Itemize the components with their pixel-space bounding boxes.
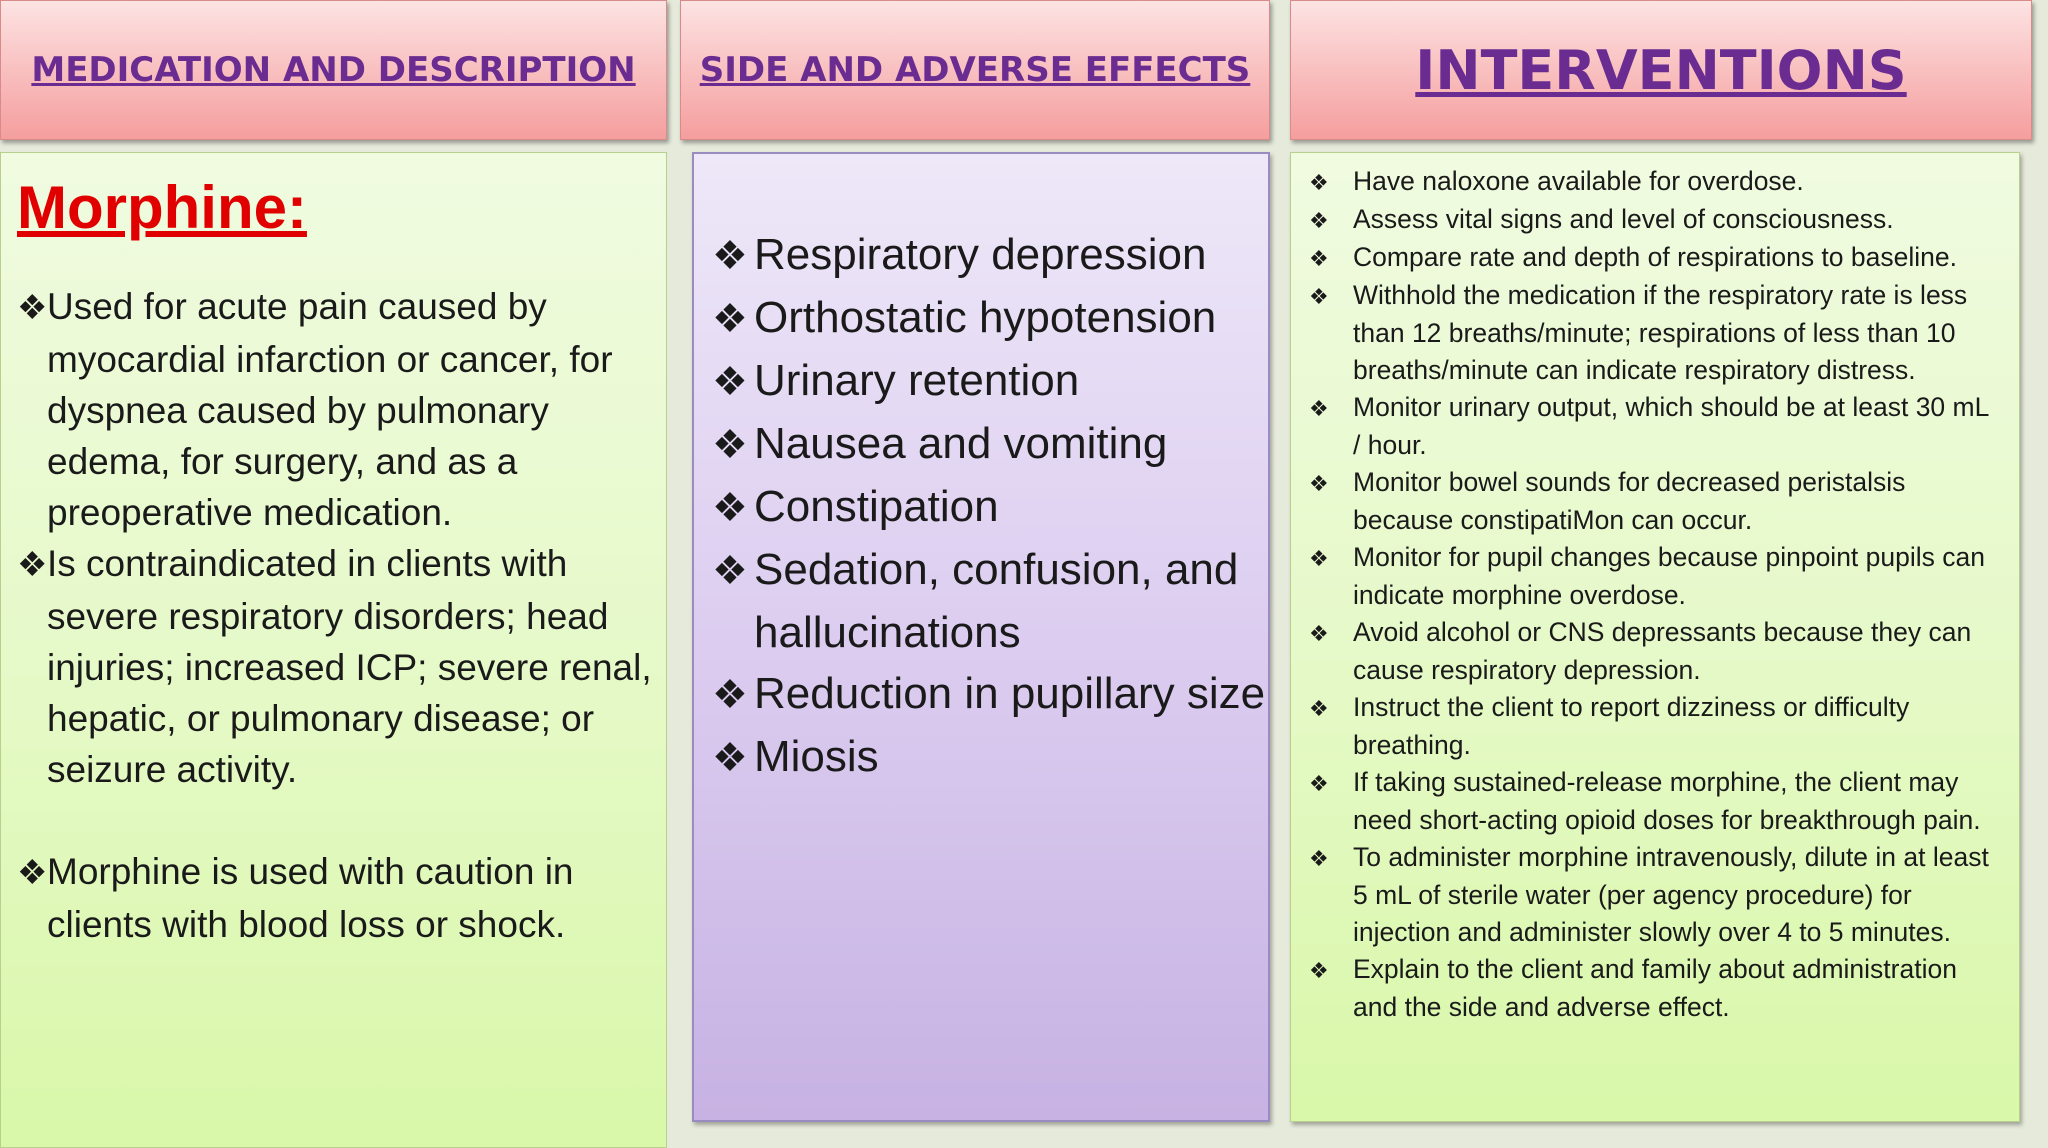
list-item: ❖ Nausea and vomiting [712, 413, 1272, 476]
bullet-icon: ❖ [1309, 170, 1329, 195]
interventions-list [1309, 163, 1999, 1026]
bullet-icon: ❖ [1309, 246, 1329, 271]
bullet-icon: ❖ [1309, 621, 1329, 646]
bullet-icon: ❖ [1309, 846, 1329, 871]
list-item: ❖ Constipation [712, 476, 1272, 539]
medication-list [17, 281, 657, 950]
list-item: ❖Morphine is used with caution in clients with blood loss or shock. [17, 846, 657, 950]
bullet-icon: ❖ [712, 360, 748, 404]
bullet-icon: ❖ [712, 486, 748, 530]
side-effects-header [680, 0, 1270, 140]
side-effects-list [712, 224, 1272, 789]
bullet-icon: ❖ [1309, 958, 1329, 983]
list-item: ❖ Respiratory depression [712, 224, 1272, 287]
interventions-header-label: INTERVENTIONS [1415, 38, 1907, 102]
bullet-icon: ❖ [1309, 771, 1329, 796]
list-item: ❖ Reduction in pupillary size [712, 663, 1272, 726]
medication-title: Morphine: [17, 174, 307, 241]
bullet-icon: ❖ [712, 549, 748, 593]
list-item: ❖ Sedation, confusion, and hallucinations [712, 539, 1272, 663]
bullet-icon: ❖ [712, 673, 748, 717]
side-effects-header-label: SIDE AND ADVERSE EFFECTS [699, 50, 1251, 90]
medication-header-label: MEDICATION AND DESCRIPTION [31, 50, 636, 90]
list-item: ❖ Urinary retention [712, 350, 1272, 413]
bullet-icon: ❖ [712, 297, 748, 341]
list-item: ❖ Monitor for pupil changes because pinpoint pupils can indicate morphine overdose. [1309, 542, 1985, 610]
bullet-icon: ❖ [1309, 546, 1329, 571]
list-item: ❖ Monitor urinary output, which should be at least 30 mL / hour. [1309, 392, 1989, 460]
list-item: ❖ Explain to the client and family about administration and the side and adverse effect. [1309, 954, 1957, 1022]
list-item: ❖ Have naloxone available for overdose. [1309, 163, 1999, 201]
interventions-panel [1290, 152, 2020, 1122]
interventions-header [1290, 0, 2032, 140]
medication-header [0, 0, 667, 140]
list-item: ❖ If taking sustained-release morphine, the client may need short-acting opioid doses for breakthrough pain. [1309, 767, 1981, 835]
list-item: ❖ Avoid alcohol or CNS depressants because they can cause respiratory depression. [1309, 617, 1972, 685]
medication-panel [0, 152, 667, 1148]
list-item: ❖ Monitor bowel sounds for decreased peristalsis because constipatiMon can occur. [1309, 467, 1906, 535]
list-item: ❖Used for acute pain caused by myocardial infarction or cancer, for dyspnea caused by pulmonary edema, for surgery, and as a preoperative medication. [17, 281, 657, 538]
list-item: ❖ Compare rate and depth of respirations to baseline. [1309, 239, 1999, 277]
bullet-icon: ❖ [712, 234, 748, 278]
bullet-icon: ❖ [712, 736, 748, 780]
list-item: ❖ Miosis [712, 726, 1272, 789]
bullet-icon: ❖ [1309, 208, 1329, 233]
list-item: ❖ Instruct the client to report dizziness or difficulty breathing. [1309, 692, 1910, 760]
list-item: ❖Is contraindicated in clients with severe respiratory disorders; head injuries; increased ICP; severe renal, hepatic, or pulmonary disease; or seizure activity. [17, 538, 657, 795]
bullet-icon: ❖ [712, 423, 748, 467]
bullet-icon: ❖ [17, 854, 48, 892]
list-item: ❖ To administer morphine intravenously, dilute in at least 5 mL of sterile water (per agency procedure) for injection and administer slowly over 4 to 5 minutes. [1309, 842, 1989, 947]
list-item: ❖ Orthostatic hypotension [712, 287, 1272, 350]
list-item: ❖ Withhold the medication if the respiratory rate is less than 12 breaths/minute; respirations of less than 10 breaths/minute can indicate respiratory distress. [1309, 280, 1968, 385]
list-item: ❖ Assess vital signs and level of consciousness. [1309, 201, 1999, 239]
bullet-icon: ❖ [17, 289, 48, 327]
bullet-icon: ❖ [1309, 284, 1329, 309]
bullet-icon: ❖ [17, 546, 48, 584]
side-effects-panel [692, 152, 1270, 1122]
bullet-icon: ❖ [1309, 471, 1329, 496]
bullet-icon: ❖ [1309, 396, 1329, 421]
bullet-icon: ❖ [1309, 696, 1329, 721]
